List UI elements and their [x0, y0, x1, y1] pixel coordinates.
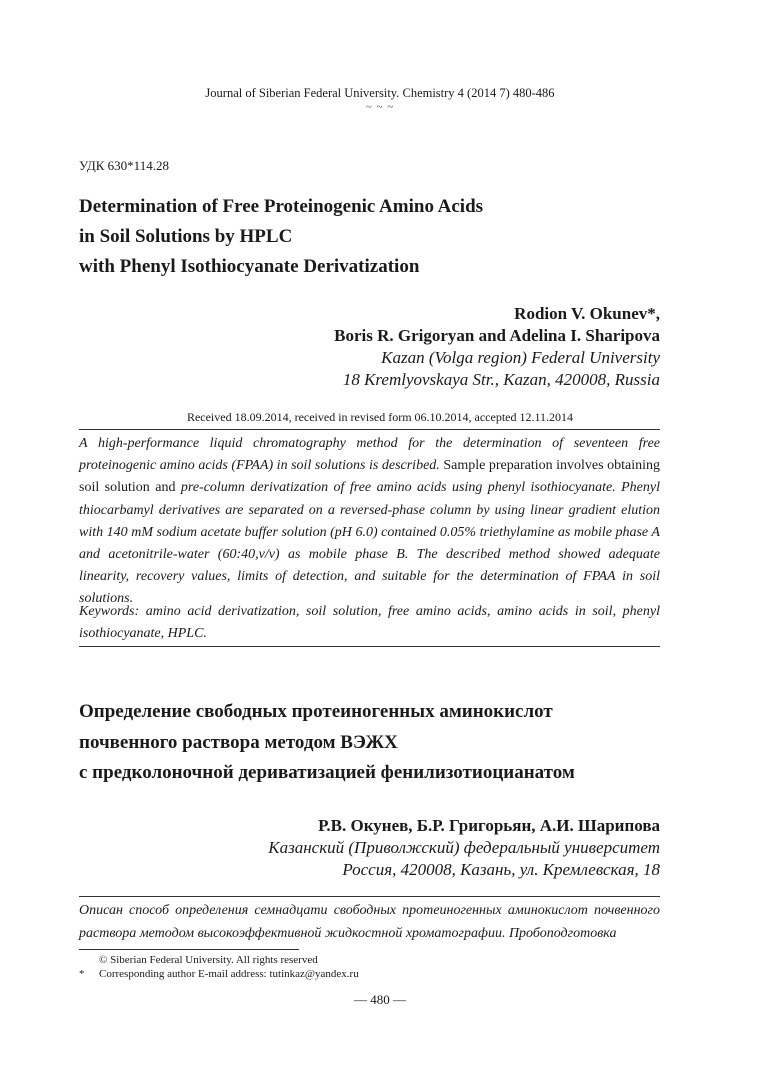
authors-en [334, 303, 660, 391]
author-line-2: Boris R. Grigoryan and Adelina I. Sharipova [334, 326, 660, 345]
abstract-en [79, 433, 660, 611]
affiliation-ru: Казанский (Приволжский) федеральный университет [268, 838, 660, 857]
address-en: 18 Kremlyovskaya Str., Kazan, 420008, Russia [342, 370, 660, 389]
abstract-ru-top-rule [79, 896, 660, 897]
title-en-line-2: in Soil Solutions by HPLC [79, 226, 293, 247]
title-ru-line-2: почвенного раствора методом ВЭЖХ [79, 731, 398, 753]
abstract-en-part-2: Sample preparation involves obtaining soil solution and [79, 458, 660, 496]
udk-code: УДК 630*114.28 [79, 158, 169, 173]
footnote-corresponding [79, 968, 359, 980]
title-ru-line-1: Определение свободных протеиногенных аминокислот [79, 701, 553, 722]
abstract-bottom-rule [79, 646, 660, 647]
article-title-en [79, 192, 483, 282]
author-names-ru: Р.В. Окунев, Б.Р. Григорьян, А.И. Шарипова [318, 816, 660, 835]
footnote-copyright [79, 954, 318, 966]
journal-header: Journal of Siberian Federal University. Chemistry 4 (2014 7) 480-486 [205, 86, 555, 100]
title-en-line-1: Determination of Free Proteinogenic Amino Acids [79, 196, 484, 217]
footnote-rule [79, 949, 299, 950]
author-line-1: Rodion V. Okunev*, [514, 304, 660, 323]
abstract-top-rule [79, 429, 660, 430]
abstract-en-part-3: pre-column derivatization of free amino acids using phenyl isothiocyanate. Phenyl thiocarbamyl derivatives are separated on a reversed-phase column by using linear gradient elution with 140 mM sodium acetate buffer solution (pH 6.0) contained 0.05% triethylamine as mobile phase A and acetonitrile-water (60:40,v/v) as mobile phase B. The described method showed adequate linearity, recovery values, limits of detection, and suitable for the determination of FPAA in soil solutions. [79, 480, 661, 607]
header-separator: ~ ~ ~ [365, 101, 395, 113]
authors-ru [268, 815, 660, 881]
address-ru: Россия, 420008, Казань, ул. Кремлевская, 18 [342, 860, 660, 879]
corresponding-text: Corresponding author E-mail address: tutinkaz@yandex.ru [99, 968, 359, 980]
title-ru-line-3: с предколоночной дериватизацией фенилизотиоцианатом [79, 762, 575, 783]
abstract-ru: Описан способ определения семнадцати свободных протеиногенных аминокислот почвенного раствора методом высокоэффективной жидкостной хроматографии. Пробоподготовка [79, 903, 660, 941]
title-en-line-3: with Phenyl Isothiocyanate Derivatization [79, 256, 420, 277]
keywords-en: Keywords: amino acid derivatization, soil solution, free amino acids, amino acids in soil, phenyl isothiocyanate, HPLC. [79, 604, 660, 642]
abstract-en-part-1: A high-performance liquid chromatography method for the determination of seventeen free proteinogenic amino acids (FPAA) in soil solutions is described. [79, 436, 660, 474]
copyright-text: © Siberian Federal University. All rights reserved [99, 954, 318, 966]
page-number: — 480 — [354, 992, 406, 1007]
received-dates: Received 18.09.2014, received in revised form 06.10.2014, accepted 12.11.2014 [186, 410, 574, 424]
affiliation-en: Kazan (Volga region) Federal University [381, 348, 660, 367]
footnote-star: * [79, 968, 85, 980]
article-title-ru [79, 697, 575, 789]
